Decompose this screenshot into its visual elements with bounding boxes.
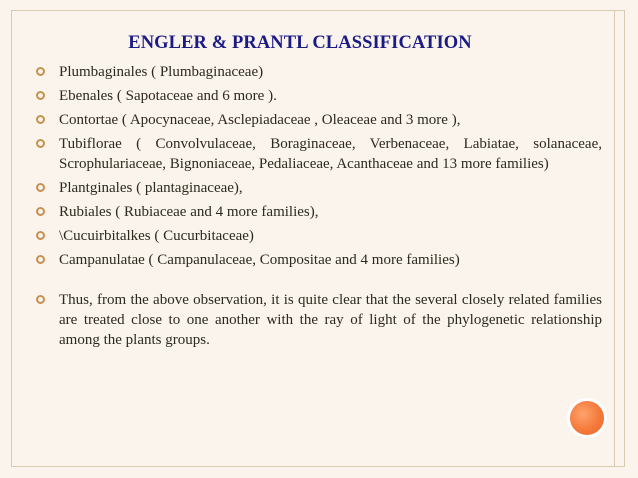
list-item-text: \Cucuirbitalkes ( Cucurbitaceae) — [59, 228, 254, 244]
list-item — [32, 62, 602, 82]
list-item-text: Plantginales ( plantaginaceae), — [59, 180, 243, 196]
list-item — [32, 178, 602, 198]
list-item — [32, 110, 602, 130]
list-item — [32, 134, 602, 174]
list-item-text: Ebenales ( Sapotaceae and 6 more ). — [59, 88, 277, 104]
bullet-ring-icon — [36, 67, 45, 76]
bullet-ring-icon — [36, 207, 45, 216]
list-item-text: Contortae ( Apocynaceae, Asclepiadaceae , Oleaceae and 3 more ), — [59, 112, 461, 128]
list-item — [32, 290, 602, 350]
accent-orb-icon — [567, 398, 607, 438]
bullet-ring-icon — [36, 91, 45, 100]
list-item-text: Campanulatae ( Campanulaceae, Compositae and 4 more families) — [59, 252, 460, 268]
list-item-text: Rubiales ( Rubiaceae and 4 more families), — [59, 204, 319, 220]
list-item — [32, 250, 602, 270]
bullet-ring-icon — [36, 115, 45, 124]
bullet-ring-icon — [36, 231, 45, 240]
list-item-text: Tubiflorae ( Convolvulaceae, Boraginaceae, Verbenaceae, Labiatae, solanaceae, Scrophulariaceae, Bignoniaceae, Pedaliaceae, Acanthaceae and 13 more families) — [59, 136, 602, 172]
bullet-list — [32, 62, 602, 354]
slide-frame-right-band — [614, 10, 625, 467]
bullet-ring-icon — [36, 139, 45, 148]
list-item — [32, 202, 602, 222]
list-item-text: Thus, from the above observation, it is quite clear that the several closely related families are treated close to one another with the ray of light of the phylogenetic relationship among the plants groups. — [59, 292, 602, 348]
list-item — [32, 226, 602, 246]
bullet-ring-icon — [36, 255, 45, 264]
bullet-ring-icon — [36, 183, 45, 192]
list-item-text: Plumbaginales ( Plumbaginaceae) — [59, 64, 264, 80]
list-item — [32, 86, 602, 106]
bullet-ring-icon — [36, 295, 45, 304]
slide-title: ENGLER & PRANTL CLASSIFICATION — [128, 33, 472, 53]
